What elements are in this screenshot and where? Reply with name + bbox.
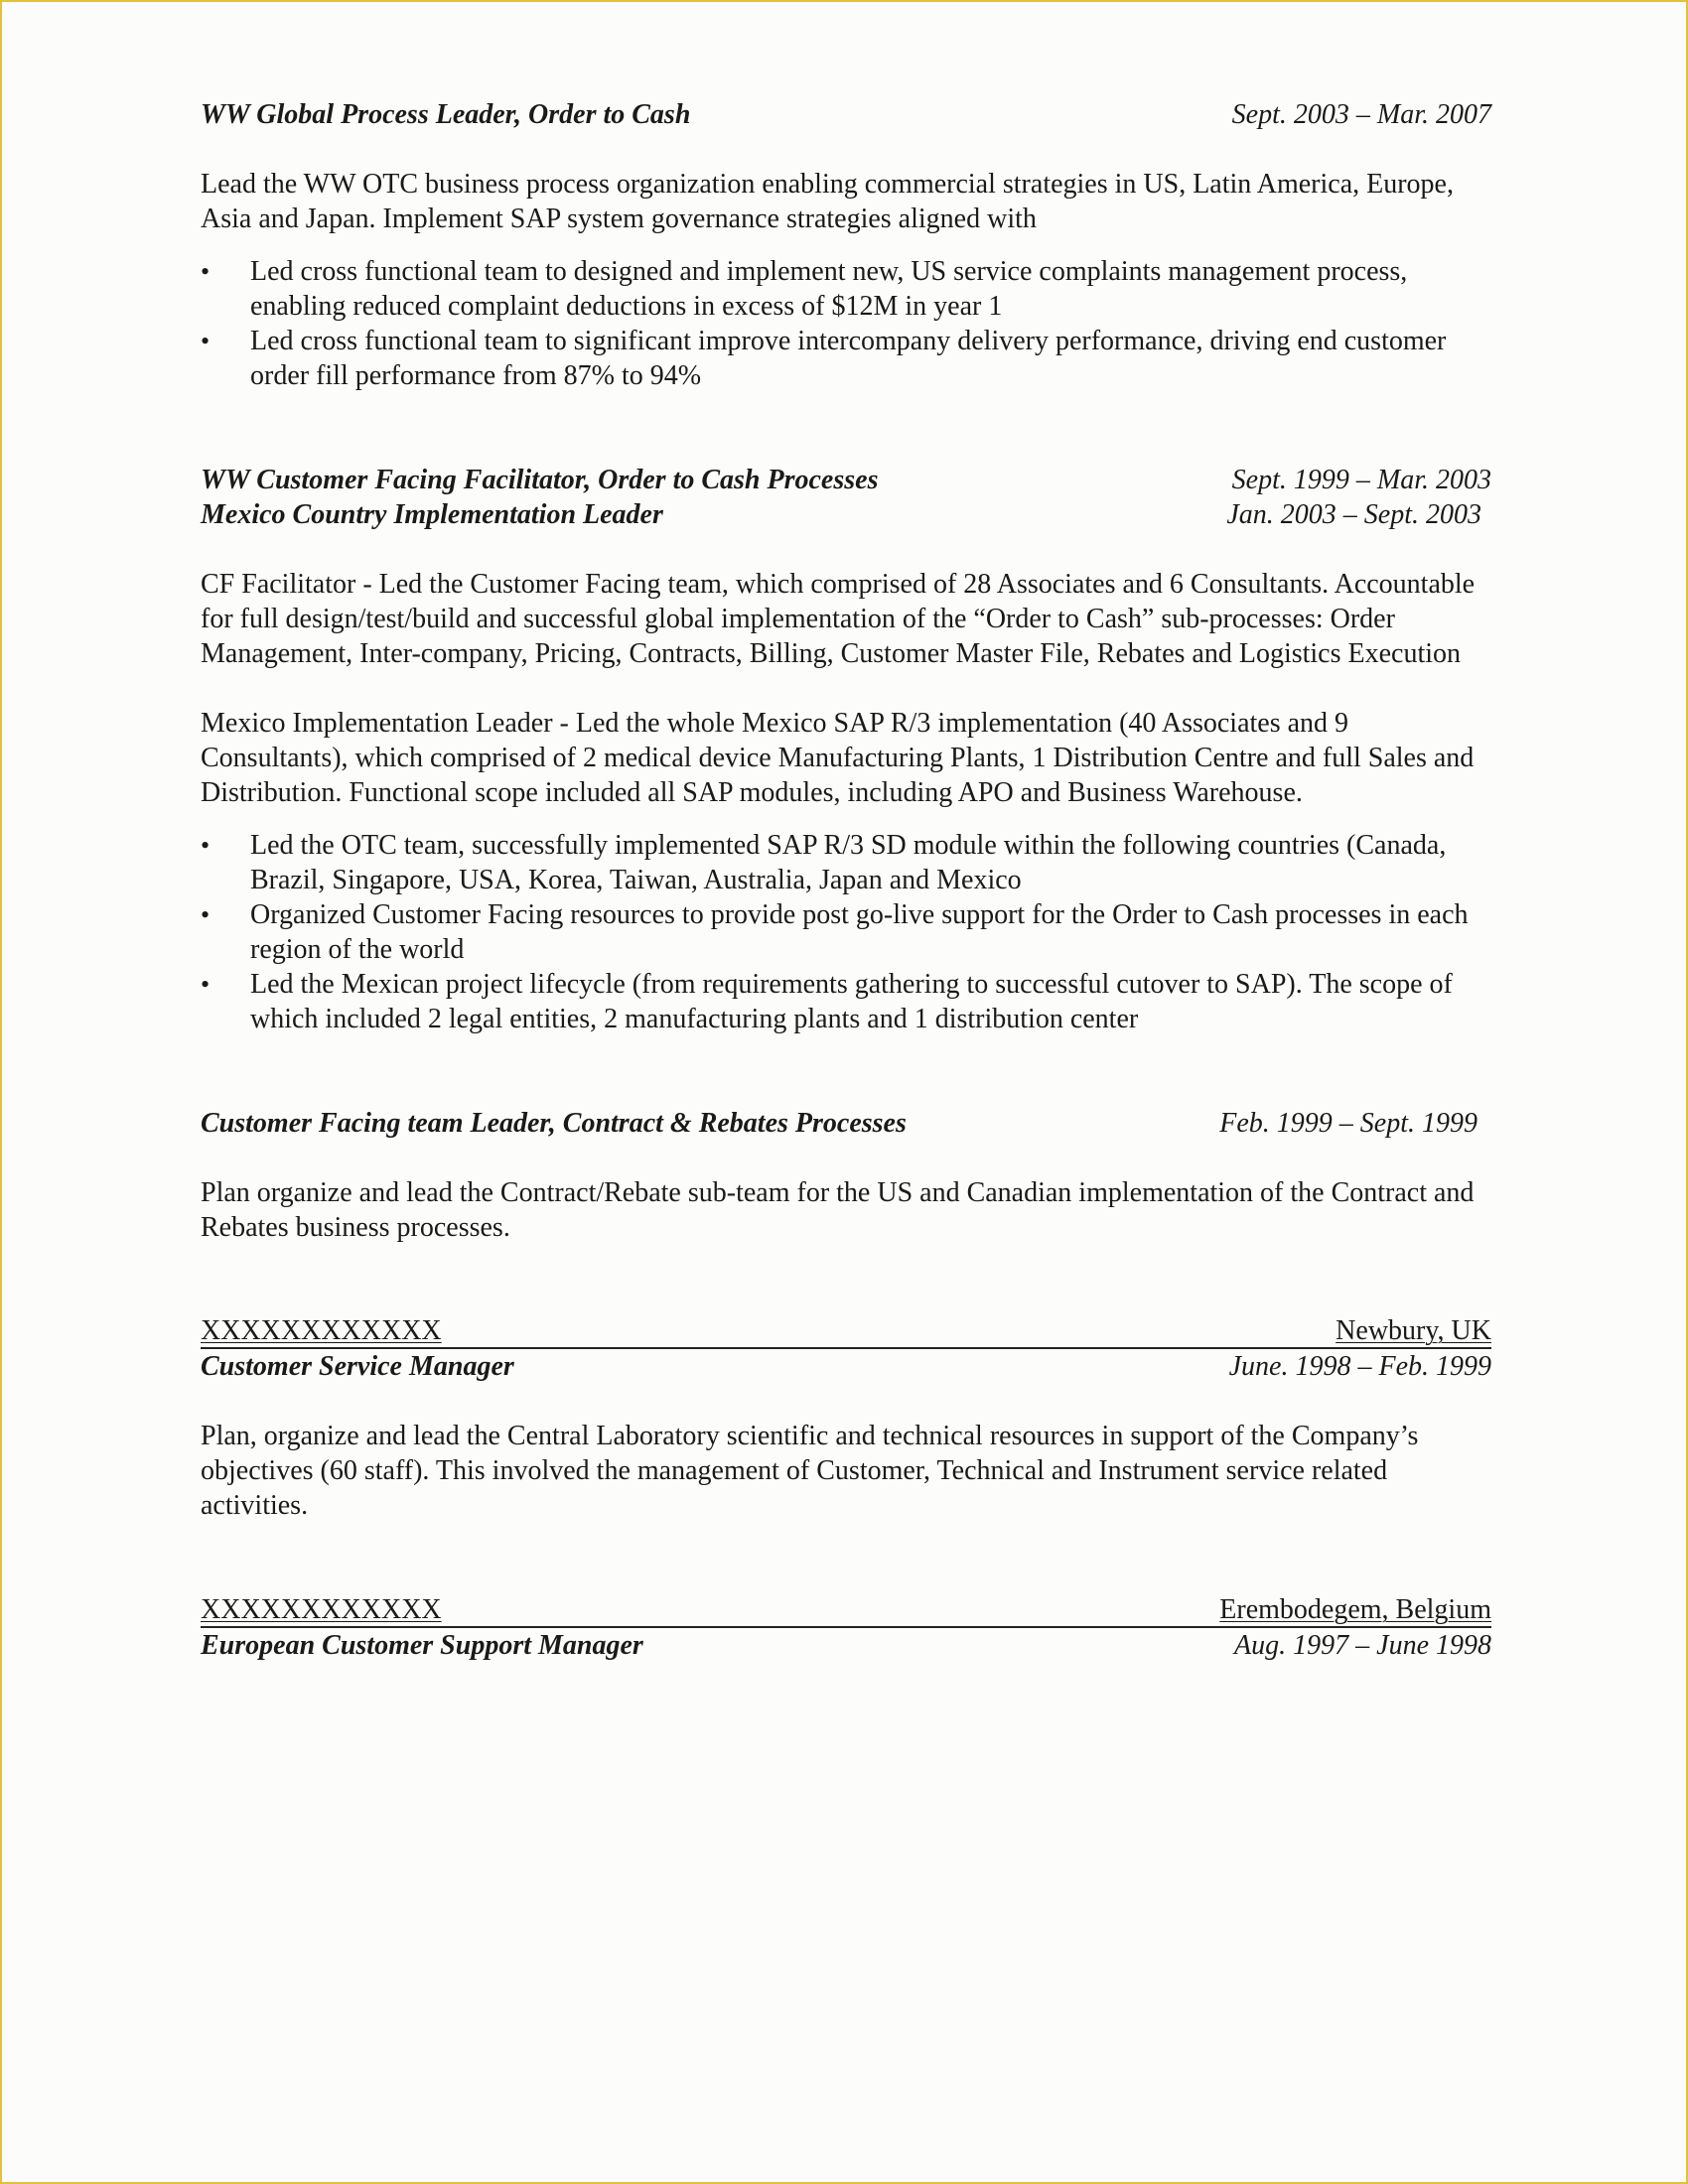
role-header	[201, 1349, 1491, 1384]
company-header	[201, 1593, 1491, 1628]
role-description: Mexico Implementation Leader - Led the whole Mexico SAP R/3 implementation (40 Associates and 9 Consultants), which comprised of 2 medical device Manufacturing Plants, 1 Distribution Centre and full Sales and Distribution. Functional scope included all SAP modules, including APO and Business Warehouse.	[201, 708, 1475, 808]
company-location: Erembodegem, Belgium	[1219, 1594, 1491, 1625]
role-dates: June. 1998 – Feb. 1999	[1228, 1351, 1491, 1382]
role-header	[201, 463, 1491, 497]
role-description: CF Facilitator - Led the Customer Facing team, which comprised of 28 Associates and 6 Consultants. Accountable for full design/test/build and successful global implementation of the “Order to Cash” sub-processes: Order Management, Inter-company, Pricing, Contracts, Billing, Customer Master File, Rebates and Logistics Execution	[201, 569, 1476, 669]
role-title: European Customer Support Manager	[201, 1630, 643, 1661]
company-name: XXXXXXXXXXXX	[201, 1315, 442, 1346]
role-summary: Plan organize and lead the Contract/Rebate sub-team for the US and Canadian implementation of the Contract and Rebates business processes.	[201, 1177, 1475, 1243]
role-title: Customer Facing team Leader, Contract & Rebates Processes	[201, 1108, 907, 1139]
achievement-item: • Led cross functional team to significant improve intercompany delivery performance, driving end customer order fill performance from 87% to 94%	[201, 324, 1491, 393]
role-header	[201, 1106, 1491, 1141]
achievement-item: • Led the Mexican project lifecycle (from requirements gathering to successful cutover to SAP). The scope of which included 2 legal entities, 2 manufacturing plants and 1 distribution center	[201, 967, 1491, 1036]
role-title: Mexico Country Implementation Leader	[201, 499, 663, 530]
role-dates: Feb. 1999 – Sept. 1999	[1219, 1108, 1477, 1139]
achievement-item: • Led cross functional team to designed and implement new, US service complaints management process, enabling reduced complaint deductions in excess of $12M in year 1	[201, 254, 1491, 324]
role-header	[201, 97, 1491, 132]
role-summary: Plan, organize and lead the Central Laboratory scientific and technical resources in support of the Company’s objectives (60 staff). This involved the management of Customer, Technical and Instrument service related activities.	[201, 1421, 1419, 1521]
company-name: XXXXXXXXXXXX	[201, 1594, 442, 1625]
role-dates: Jan. 2003 – Sept. 2003	[1226, 499, 1481, 530]
role-title: WW Customer Facing Facilitator, Order to Cash Processes	[201, 465, 879, 495]
achievement-item: • Organized Customer Facing resources to provide post go-live support for the Order to Cash processes in each region of the world	[201, 897, 1491, 967]
role-header	[201, 1628, 1491, 1663]
role-header	[201, 497, 1491, 532]
company-location: Newbury, UK	[1336, 1315, 1491, 1346]
company-header	[201, 1314, 1491, 1349]
role-title: Customer Service Manager	[201, 1351, 514, 1382]
role-dates: Aug. 1997 – June 1998	[1234, 1630, 1491, 1661]
role-summary: Lead the WW OTC business process organization enabling commercial strategies in US, Latin America, Europe, Asia and Japan. Implement SAP system governance strategies aligned with	[201, 169, 1454, 234]
achievement-item: • Led the OTC team, successfully implemented SAP R/3 SD module within the following countries (Canada, Brazil, Singapore, USA, Korea, Taiwan, Australia, Japan and Mexico	[201, 828, 1491, 897]
role-title: WW Global Process Leader, Order to Cash	[201, 99, 691, 130]
achievement-list	[201, 254, 1491, 393]
achievement-list	[201, 828, 1491, 1036]
role-dates: Sept. 1999 – Mar. 2003	[1231, 465, 1491, 495]
role-dates: Sept. 2003 – Mar. 2007	[1231, 99, 1491, 130]
resume-content	[201, 97, 1491, 1663]
